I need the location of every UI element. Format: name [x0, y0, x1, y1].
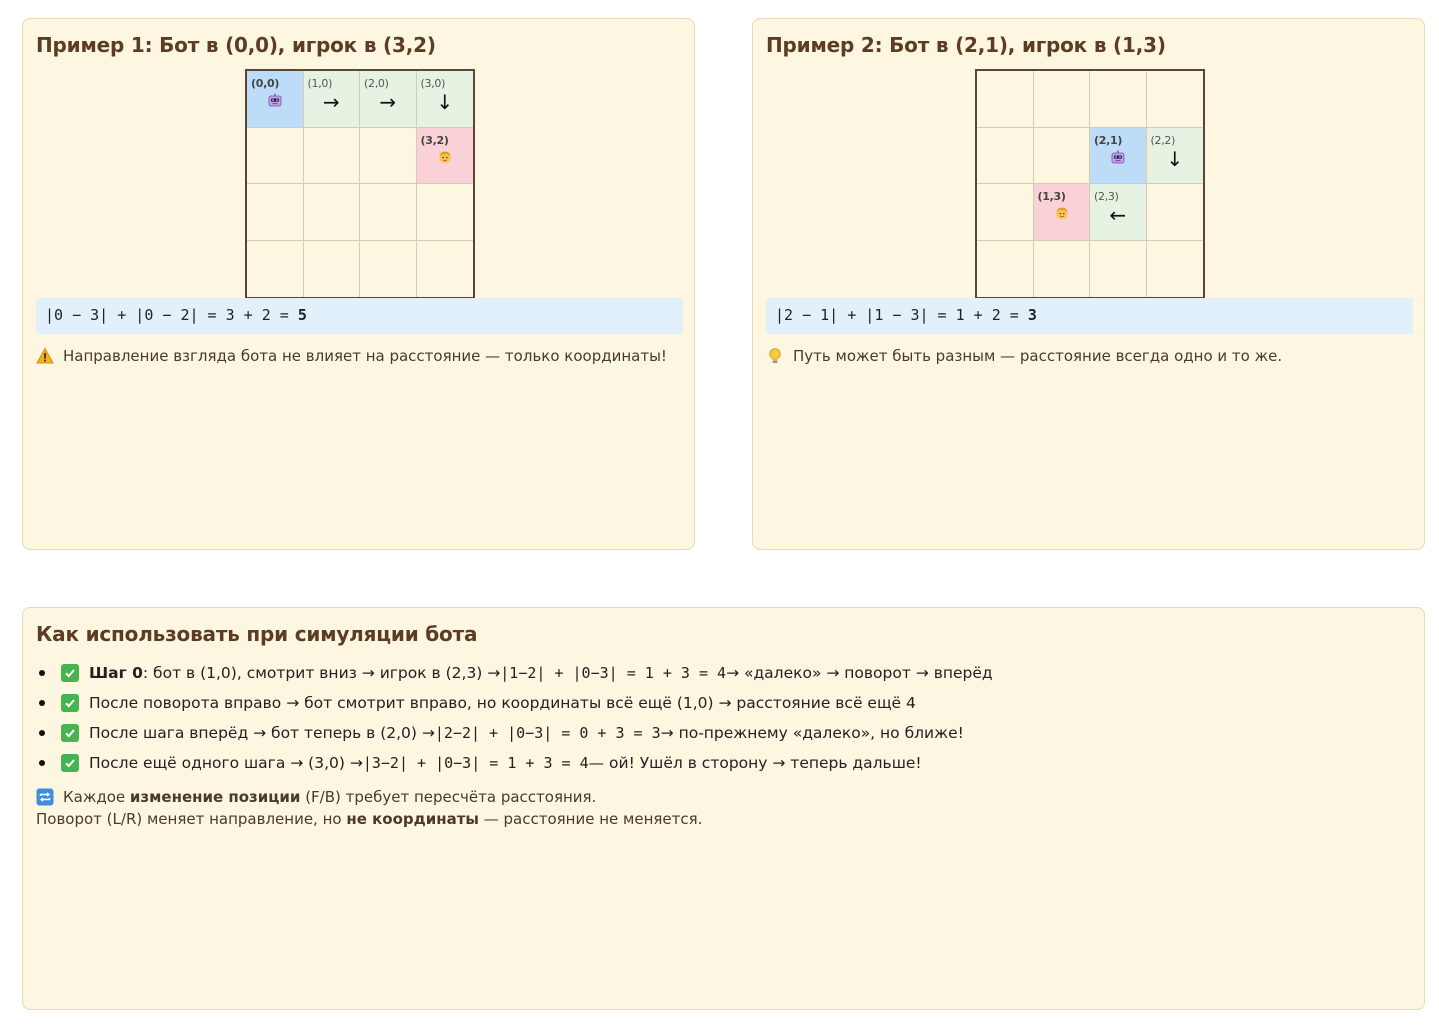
grid-cell — [1147, 241, 1204, 298]
cell-coordinate: (1,3) — [1037, 190, 1066, 203]
cell-coordinate: (3,0) — [420, 77, 446, 90]
direction-arrow: → — [322, 90, 340, 114]
step-text: После поворота вправо → бот смотрит вправо, но координаты всё ещё (1,0) → расстояние всё ещё 4 — [89, 694, 916, 712]
grid-cell — [304, 128, 361, 185]
grid-cell — [1090, 241, 1147, 298]
cell-coordinate: (2,0) — [364, 77, 389, 90]
example-2-grid — [975, 69, 1205, 299]
grid-cell — [1034, 71, 1091, 128]
repeat-icon — [36, 788, 54, 806]
grid-cell — [1147, 71, 1204, 128]
example-1-note — [36, 347, 667, 365]
grid-cell — [1147, 184, 1204, 241]
step-text: → «далеко» → поворот → вперёд — [726, 664, 993, 682]
cell-coordinate: (2,2) — [1150, 133, 1176, 147]
formula-expression: |2 − 1| + |1 − 3| = 1 + 2 = — [775, 306, 1028, 324]
example-2-title: Пример 2: Бот в (2,1), игрок в (1,3) — [766, 33, 1166, 57]
step-text: → по-прежнему «далеко», но ближе! — [660, 724, 964, 742]
bullet-dot — [39, 670, 45, 676]
footer-text: (F/B) требует пересчёта расстояния. — [300, 788, 597, 806]
grid-cell-path — [304, 71, 361, 128]
list-item — [61, 658, 993, 688]
step-label: Шаг 0 — [89, 664, 143, 682]
footer-bold: не координаты — [346, 810, 479, 828]
cell-coordinate: (0,0) — [251, 77, 280, 90]
direction-arrow: ← — [1109, 203, 1127, 227]
usage-card — [22, 607, 1425, 1010]
grid-cell — [360, 241, 417, 298]
person-icon — [1054, 205, 1070, 221]
cell-coordinate: (2,1) — [1094, 133, 1123, 147]
grid-cell — [360, 128, 417, 185]
step-text: : бот в (1,0), смотрит вниз → игрок в (2,3) → — [142, 664, 501, 682]
example-1-title: Пример 1: Бот в (0,0), игрок в (3,2) — [36, 33, 436, 57]
example-1-card — [22, 18, 695, 550]
formula-expression: |0 − 3| + |0 − 2| = 3 + 2 = — [45, 306, 298, 324]
formula-result: 3 — [1027, 306, 1037, 324]
step-math: |2−2| + |0−3| = 0 + 3 = 3 — [434, 724, 661, 742]
grid-cell-bot — [1090, 128, 1147, 185]
direction-arrow: → — [379, 90, 397, 114]
example-1-grid — [245, 69, 475, 299]
usage-steps-list — [23, 658, 993, 778]
grid-cell — [417, 241, 474, 298]
grid-cell — [1090, 71, 1147, 128]
grid-cell — [1034, 128, 1091, 185]
grid-cell — [304, 184, 361, 241]
list-item — [61, 688, 993, 718]
grid-cell — [977, 128, 1034, 185]
example-2-note — [766, 347, 1282, 365]
usage-title: Как использовать при симуляции бота — [36, 622, 478, 646]
robot-icon — [1110, 149, 1126, 165]
grid-cell — [247, 128, 304, 185]
grid-cell-path — [417, 71, 474, 128]
grid-cell-player — [1034, 184, 1091, 241]
check-mark-icon — [61, 664, 79, 682]
grid-cell — [360, 184, 417, 241]
grid-cell — [247, 184, 304, 241]
footer-text: Поворот (L/R) меняет направление, но — [36, 810, 347, 828]
grid-cell — [977, 184, 1034, 241]
grid-cell-bot — [247, 71, 304, 128]
cell-coordinate: (3,2) — [420, 133, 449, 147]
grid-cell — [417, 184, 474, 241]
usage-footer — [36, 786, 702, 830]
cell-coordinate: (2,3) — [1094, 190, 1119, 203]
grid-cell-path — [1147, 128, 1204, 185]
check-mark-icon — [61, 724, 79, 742]
footer-text: Каждое — [63, 788, 126, 806]
robot-icon — [267, 92, 283, 108]
step-text: — ой! Ушёл в сторону → теперь дальше! — [588, 754, 922, 772]
example-2-note-text: Путь может быть разным — расстояние всегда одно и то же. — [793, 347, 1283, 365]
bullet-dot — [39, 730, 45, 736]
cell-coordinate: (1,0) — [307, 77, 333, 90]
example-2-formula — [766, 298, 1413, 334]
grid-cell — [977, 241, 1034, 298]
example-2-card — [752, 18, 1425, 550]
list-item — [61, 748, 993, 778]
warning-icon — [36, 347, 54, 365]
footer-text: — расстояние не меняется. — [479, 810, 703, 828]
person-icon — [437, 149, 453, 165]
grid-cell — [977, 71, 1034, 128]
footer-bold: изменение позиции — [129, 788, 301, 806]
direction-arrow: ↓ — [1166, 146, 1184, 171]
step-math: |3−2| + |0−3| = 1 + 3 = 4 — [362, 754, 589, 772]
lightbulb-icon — [766, 347, 784, 365]
formula-result: 5 — [297, 306, 307, 324]
bullet-dot — [39, 700, 45, 706]
grid-cell-player — [417, 128, 474, 185]
step-math: |1−2| + |0−3| = 1 + 3 = 4 — [500, 664, 727, 682]
step-text: После шага вперёд → бот теперь в (2,0) → — [89, 724, 435, 742]
grid-cell-path — [360, 71, 417, 128]
grid-cell — [247, 241, 304, 298]
example-1-note-text: Направление взгляда бота не влияет на расстояние — только координаты! — [63, 347, 667, 365]
grid-cell-path — [1090, 184, 1147, 241]
check-mark-icon — [61, 754, 79, 772]
list-item — [61, 718, 993, 748]
example-1-formula — [36, 298, 683, 334]
direction-arrow: ↓ — [436, 90, 454, 114]
check-mark-icon — [61, 694, 79, 712]
grid-cell — [1034, 241, 1091, 298]
step-text: После ещё одного шага → (3,0) → — [89, 754, 363, 772]
bullet-dot — [39, 760, 45, 766]
grid-cell — [304, 241, 361, 298]
